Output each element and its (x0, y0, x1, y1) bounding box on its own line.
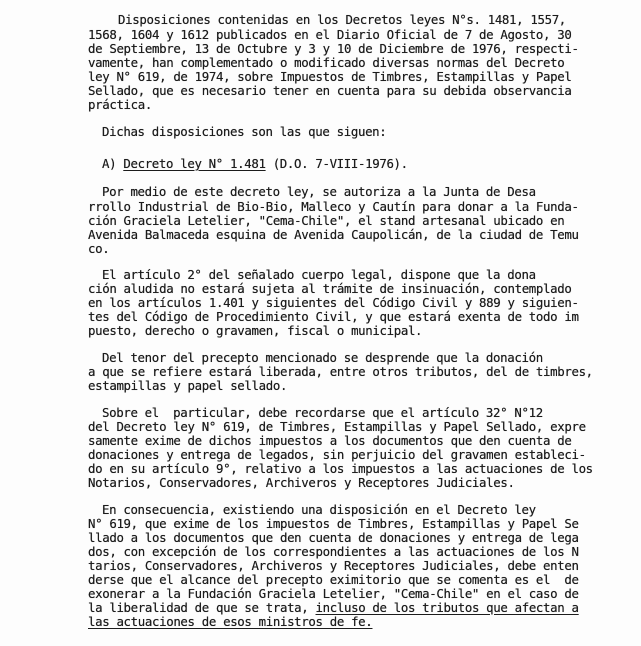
p1-line-1: Por medio de este decreto ley, se autoriza a la Junta de Desa (102, 184, 536, 199)
p4-line-5: do en su artículo 9°, relativo a los impuestos a las actuaciones de los (88, 461, 593, 476)
p4-line-6: Notarios, Conservadores, Archiveros y Receptores Judiciales. (88, 475, 515, 490)
p2-line-5: puesto, derecho o gravamen, fiscal o municipal. (88, 323, 423, 338)
p5-line-7: exonerar a la Fundación Graciela Letelier, "Cema-Chile" en el caso de (88, 586, 579, 601)
p5-line-8-start: la liberalidad de que se trata, (88, 600, 309, 615)
p3-line-3: estampillas y papel sellado. (88, 378, 288, 393)
p1-line-4: Avenida Balmaceda esquina de Avenida Caupolicán, de la ciudad de Temu (88, 227, 579, 242)
p2-line-4: tes del Código de Procedimiento Civil, y que estará exenta de todo im (88, 309, 579, 324)
lead-in: Dichas disposiciones son las que siguen: (102, 124, 387, 139)
intro-line-4: vamente, han complementado o modificado diversas normas del Decreto (88, 55, 565, 70)
p5-line-8 (88, 601, 579, 615)
intro-line-7: práctica. (88, 97, 152, 112)
section-a-heading (102, 157, 408, 171)
p5-line-4: dos, con excepción de los correspondientes a las actuaciones de los N (88, 544, 579, 559)
p4-line-1: Sobre el particular, debe recordarse que el artículo 32° N°12 (102, 405, 543, 420)
p5-line-6: derse que el alcance del precepto eximitorio que se comenta es el de (88, 572, 579, 587)
section-a-publication: (D.O. 7-VIII-1976). (272, 156, 408, 171)
section-a-title: Decreto ley N° 1.481 (123, 156, 266, 171)
p3-line-2: a que se refiere estará liberada, entre otros tributos, del de timbres, (88, 364, 593, 379)
p2-line-2: ción aludida no estará sujeta al trámite de insinuación, contemplado (88, 281, 572, 296)
intro-line-6: Sellado, que es necesario tener en cuenta para su debida observancia (88, 83, 572, 98)
p1-line-2: rrollo Industrial de Bio-Bio, Malleco y Cautín para donar a la Funda- (88, 199, 579, 214)
p5-underlined-tail-2: las actuaciones de esos ministros de fe. (88, 614, 373, 629)
intro-line-3: de Septiembre, 13 de Octubre y 3 y 10 de Diciembre de 1976, respecti- (88, 41, 579, 56)
intro-line-2: 1568, 1604 y 1612 publicados en el Diario Oficial de 7 de Agosto, 30 (88, 27, 572, 42)
p2-line-1: El artículo 2° del señalado cuerpo legal, dispone que la dona (102, 267, 536, 282)
p4-line-4: donaciones y entrega de legados, sin perjuicio del gravamen estableci- (88, 447, 586, 462)
p5-line-1: En consecuencia, existiendo una disposición en el Decreto ley (102, 502, 536, 517)
p5-line-5: tarios, Conservadores, Archiveros y Receptores Judiciales, debe enten (88, 558, 579, 573)
section-a-letter: A) (102, 156, 117, 171)
p5-line-2: N° 619, que exime de los impuestos de Timbres, Estampillas y Papel Se (88, 516, 579, 531)
p5-underlined-tail-1: incluso de los tributos que afectan a (315, 600, 579, 615)
intro-line-5: ley N° 619, de 1974, sobre Impuestos de Timbres, Estampillas y Papel (88, 69, 572, 84)
intro-line-1: Disposiciones contenidas en los Decretos leyes N°s. 1481, 1557, (118, 12, 566, 27)
p1-line-3: ción Graciela Letelier, "Cema-Chile", el stand artesanal ubicado en (88, 213, 565, 228)
p4-line-2: del Decreto ley N° 619, de Timbres, Estampillas y Papel Sellado, expre (88, 419, 586, 434)
p1-line-5: co. (88, 241, 110, 256)
p4-line-3: samente exime de dichos impuestos a los documentos que den cuenta de (88, 433, 572, 448)
p2-line-3: en los artículos 1.401 y siguientes del Código Civil y 889 y siguien- (88, 295, 579, 310)
p5-line-3: llado a los documentos que den cuenta de donaciones y entrega de lega (88, 530, 579, 545)
p3-line-1: Del tenor del precepto mencionado se desprende que la donación (102, 350, 543, 365)
